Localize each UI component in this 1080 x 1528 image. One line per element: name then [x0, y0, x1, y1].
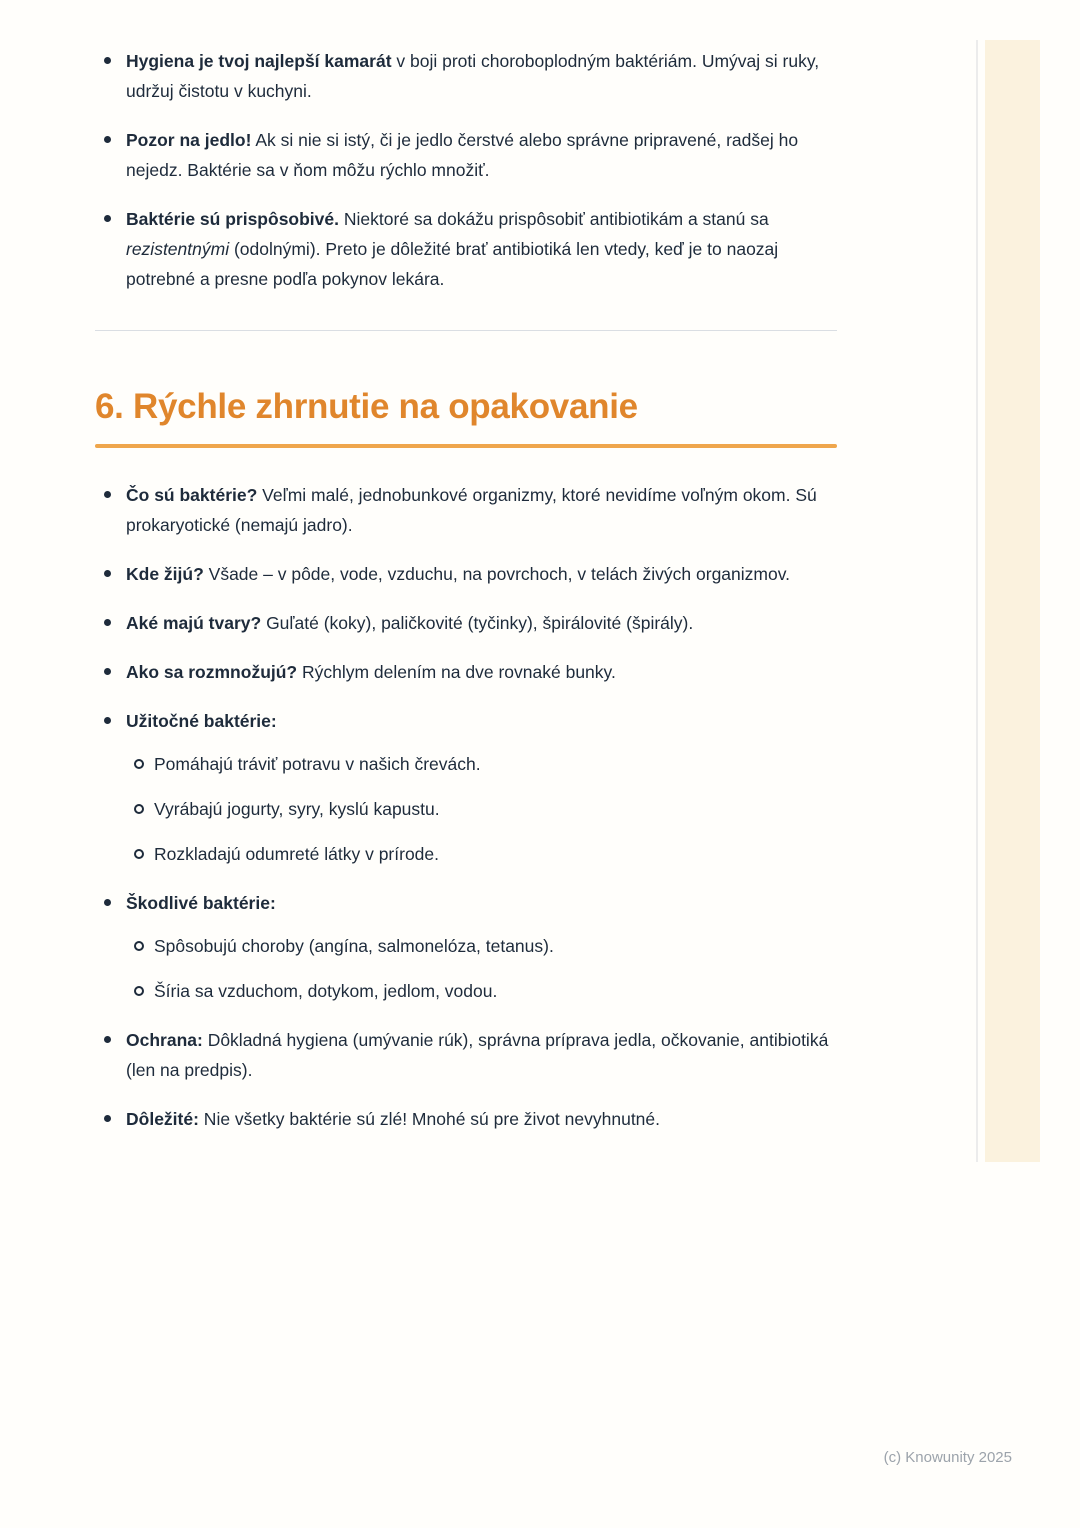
list-item	[95, 125, 837, 185]
list-item	[95, 46, 837, 106]
sub-list-item: Pomáhajú tráviť potravu v našich črevách.	[126, 749, 837, 779]
bullet-bold-lead: Hygiena je tvoj najlepší kamarát	[126, 51, 392, 71]
bullet-text: Nie všetky baktérie sú zlé! Mnohé sú pre život nevyhnutné.	[198, 1109, 661, 1129]
bullet-bold-lead: Ako sa rozmnožujú?	[126, 662, 298, 682]
sub-list-item: Rozkladajú odumreté látky v prírode.	[126, 839, 837, 869]
bullet-text: Niektoré sa dokážu prispôsobiť antibiotikám a stanú sa	[339, 209, 769, 229]
bullet-bold-lead: Kde žijú?	[126, 564, 204, 584]
bullet-text: Ak si nie si istý, či je jedlo čerstvé alebo správne pripravené, radšej ho nejedz. Baktérie sa v ňom môžu rýchlo množiť.	[126, 130, 799, 180]
bullet-bold-lead: Dôležité:	[126, 1109, 199, 1129]
list-item	[95, 1104, 837, 1134]
list-item	[95, 480, 837, 540]
sub-list-item: Spôsobujú choroby (angína, salmonelóza, tetanus).	[126, 931, 837, 961]
bullet-bold-lead: Baktérie sú prispôsobivé.	[126, 209, 339, 229]
bullet-bold-lead: Užitočné baktérie:	[126, 711, 277, 731]
list-item	[95, 608, 837, 638]
bullet-text: Veľmi malé, jednobunkové organizmy, ktoré nevidíme voľným okom. Sú prokaryotické (nemajú jadro).	[126, 485, 817, 535]
sub-list-item: Šíria sa vzduchom, dotykom, jedlom, vodou.	[126, 976, 837, 1006]
bullet-italic-text: rezistentnými	[126, 239, 230, 259]
bullet-bold-lead: Škodlivé baktérie:	[126, 893, 276, 913]
bullet-text: (odolnými). Preto je dôležité brať antibiotiká len vtedy, keď je to naozaj potrebné a presne podľa pokynov lekára.	[126, 239, 779, 289]
bullet-bold-lead: Aké majú tvary?	[126, 613, 262, 633]
bullet-text: Všade – v pôde, vode, vzduchu, na povrchoch, v telách živých organizmov.	[203, 564, 791, 584]
bullet-text: Guľaté (koky), paličkovité (tyčinky), špirálovité (špirály).	[261, 613, 694, 633]
section-divider	[95, 330, 837, 331]
bullet-text: v boji proti choroboplodným baktériám. Umývaj si ruky, udržuj čistotu v kuchyni.	[126, 51, 820, 101]
intro-bullet-list	[95, 46, 837, 294]
summary-bullet-list	[95, 480, 837, 1134]
sub-list-item: Vyrábajú jogurty, syry, kyslú kapustu.	[126, 794, 837, 824]
list-item	[95, 706, 837, 869]
sub-bullet-list	[126, 931, 837, 1006]
heading-underline	[95, 444, 837, 448]
bullet-bold-lead: Pozor na jedlo!	[126, 130, 252, 150]
copyright-notice: (c) Knowunity 2025	[883, 1449, 1012, 1466]
bullet-bold-lead: Čo sú baktérie?	[126, 485, 258, 505]
sub-bullet-list	[126, 749, 837, 869]
list-item	[95, 204, 837, 294]
section-heading: 6. Rýchle zhrnutie na opakovanie	[95, 387, 638, 426]
bullet-bold-lead: Ochrana:	[126, 1030, 203, 1050]
bullet-text: Rýchlym delením na dve rovnaké bunky.	[297, 662, 616, 682]
page-edge-line	[976, 40, 978, 1162]
list-item	[95, 559, 837, 589]
document-content	[95, 46, 837, 1153]
list-item	[95, 657, 837, 687]
decorative-side-stripe	[985, 40, 1040, 1162]
list-item	[95, 888, 837, 1006]
bullet-text: Dôkladná hygiena (umývanie rúk), správna príprava jedla, očkovanie, antibiotiká (len na predpis).	[126, 1030, 829, 1080]
list-item	[95, 1025, 837, 1085]
